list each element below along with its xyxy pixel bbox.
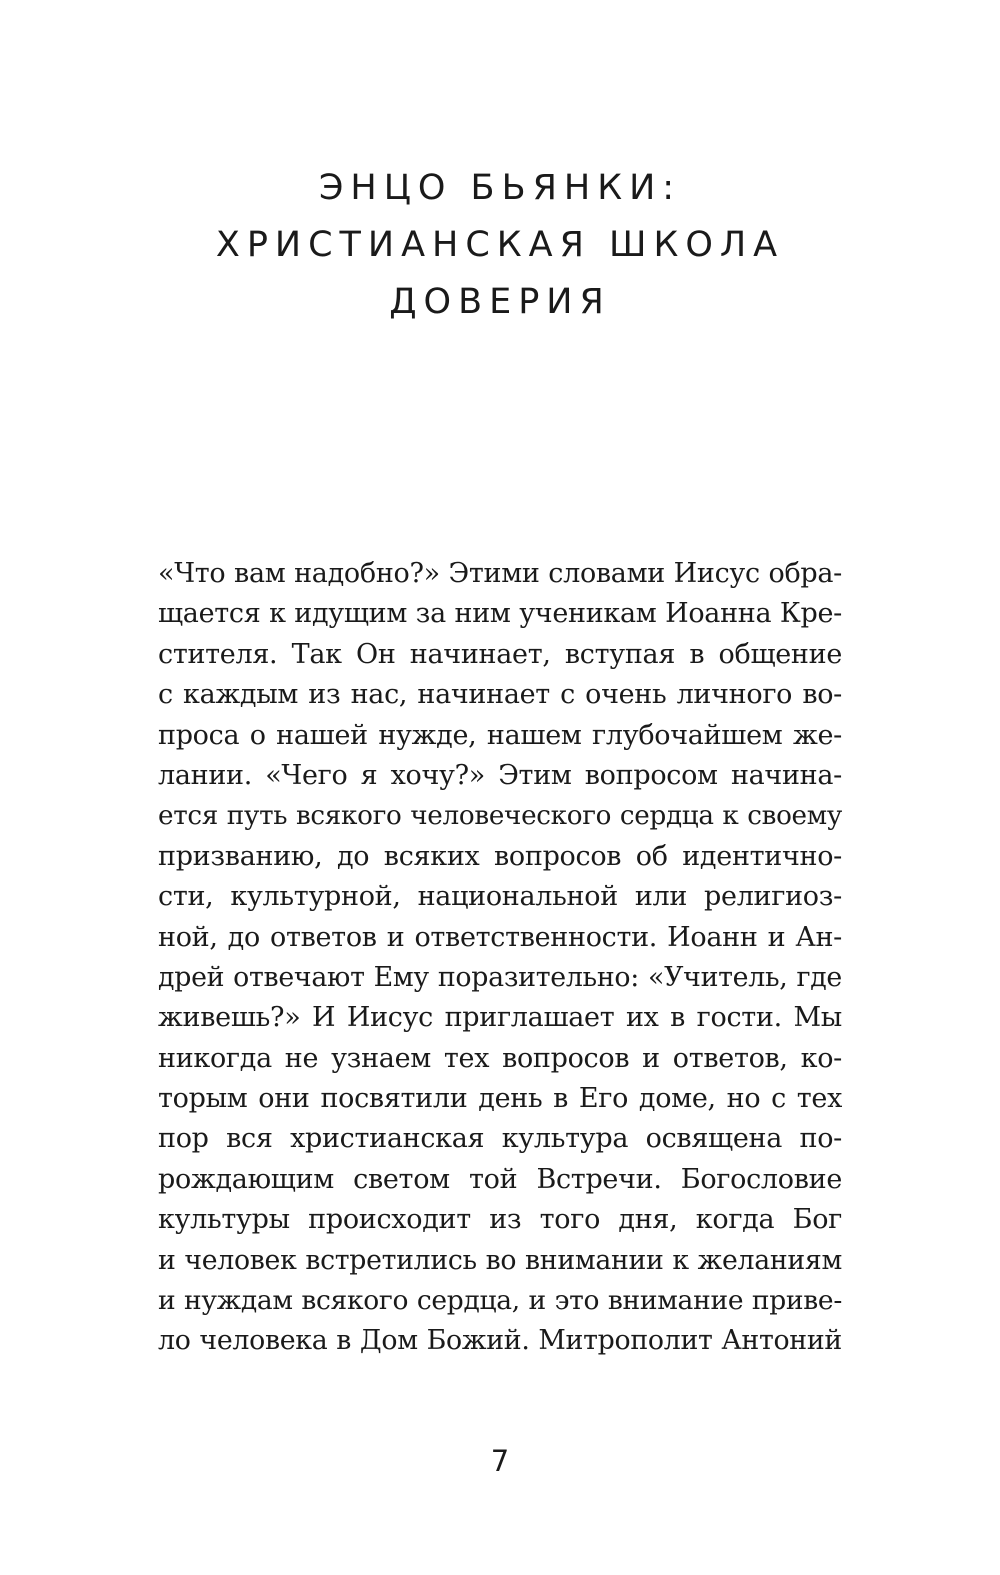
text-line: и человек встретились во внимании к желаниям (158, 1244, 842, 1276)
text-line: ло человека в Дом Божий. Митрополит Антоний (158, 1325, 842, 1357)
text-line: никогда не узнаем тех вопросов и ответов, ко- (158, 1042, 842, 1074)
text-line: лании. «Чего я хочу?» Этим вопросом начина- (158, 759, 842, 791)
body-paragraph (158, 554, 842, 1362)
text-line: ной, до ответов и ответственности. Иоанн и Ан- (158, 921, 842, 953)
text-line: дрей отвечают Ему поразительно: «Учитель, где (158, 961, 842, 993)
chapter-title-line-1: ЭНЦО БЬЯНКИ: (318, 168, 682, 208)
text-line: призванию, до всяких вопросов об идентично- (158, 840, 842, 872)
text-line: живешь?» И Иисус приглашает их в гости. Мы (158, 1002, 842, 1034)
text-line: рождающим светом той Встречи. Богословие (158, 1163, 842, 1195)
text-line: «Что вам надобно?» Этими словами Иисус обра- (158, 558, 842, 589)
page-number: 7 (490, 1444, 510, 1478)
chapter-title-line-2: ХРИСТИАНСКАЯ ШКОЛА (215, 225, 785, 265)
chapter-title (0, 160, 1000, 331)
text-line: пор вся христианская культура освящена по- (158, 1123, 842, 1155)
text-line: сти, культурной, национальной или религиоз- (158, 881, 842, 913)
chapter-title-line-3: ДОВЕРИЯ (389, 282, 611, 322)
text-line: с каждым из нас, начинает с очень личного во- (158, 679, 842, 711)
text-line: щается к идущим за ним ученикам Иоанна Кре- (158, 598, 842, 630)
text-line: ется путь всякого человеческого сердца к своему (158, 801, 842, 832)
text-line: и нуждам всякого сердца, и это внимание приве- (158, 1285, 842, 1317)
text-line: проса о нашей нужде, нашем глубочайшем же- (158, 719, 842, 751)
text-line: торым они посвятили день в Его доме, но с тех (158, 1083, 842, 1115)
text-line: стителя. Так Он начинает, вступая в общение (158, 638, 842, 670)
text-line: культуры происходит из того дня, когда Бог (158, 1204, 842, 1236)
